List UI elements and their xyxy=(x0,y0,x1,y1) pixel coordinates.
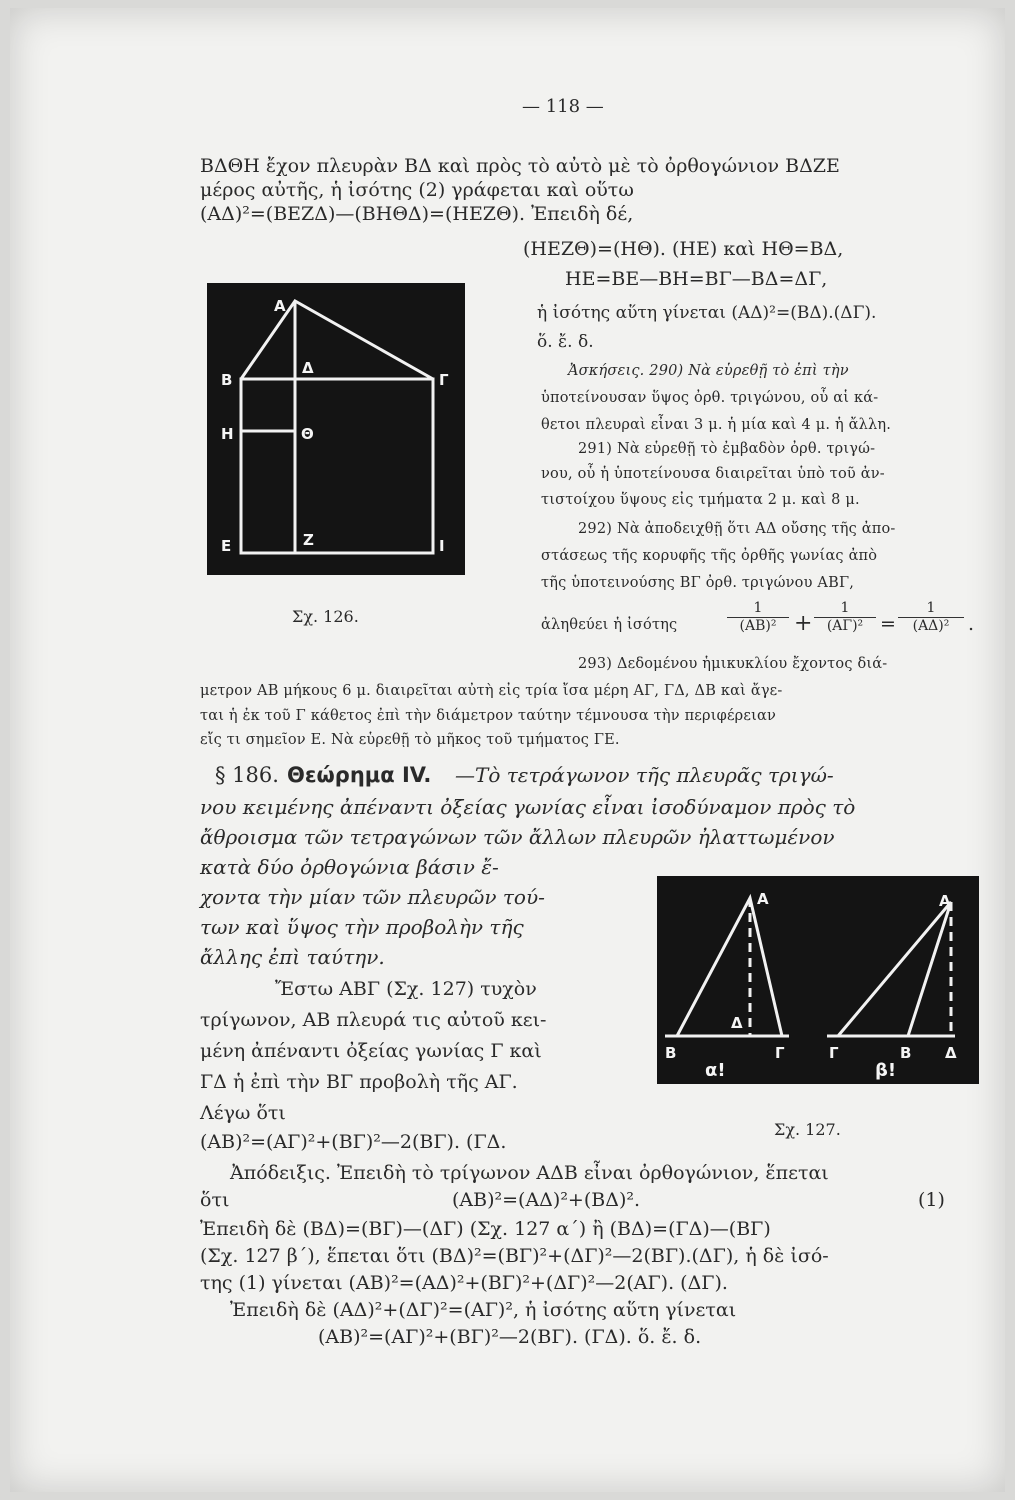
equation-number: (1) xyxy=(918,1189,945,1211)
theorem-line: ἄλλης ἐπὶ ταύτην. xyxy=(200,945,385,969)
exercise-line: 293) Δεδομένου ἡμικυκλίου ἔχοντος διά- xyxy=(578,656,888,672)
text-line: μέρος αὐτῆς, ἡ ἰσότης (2) γράφεται καὶ οὕτω xyxy=(200,179,634,201)
label-G: Γ xyxy=(439,371,449,389)
proof-equation: (ΑΒ)²=(ΑΔ)²+(ΒΔ)². xyxy=(452,1189,641,1211)
label-E: Ε xyxy=(221,537,232,555)
exercise-line: εἴς τι σημεῖον Ε. Νὰ εὑρεθῇ τὸ μῆκος τοῦ τμήματος ΓΕ. xyxy=(200,732,620,748)
period: . xyxy=(968,613,975,635)
proof-line: (Σχ. 127 β΄), ἕπεται ὅτι (ΒΔ)²=(ΒΓ)²+(ΔΓ)²—2(ΒΓ).(ΔΓ), ἡ δὲ ἰσό- xyxy=(200,1245,829,1267)
exercise-line: 291) Νὰ εὑρεθῇ τὸ ἐμβαδὸν ὀρθ. τριγώ- xyxy=(578,441,876,457)
label-Z: Ζ xyxy=(303,531,314,549)
exercise-line: ὑποτείνουσαν ὕψος ὀρθ. τριγώνου, οὗ αἱ κά- xyxy=(541,390,879,406)
exercise-line: νου, οὗ ἡ ὑποτείνουσα διαιρεῖται ὑπὸ τοῦ ἀν- xyxy=(541,466,885,482)
proof-line: Ἐπειδὴ δὲ (ΒΔ)=(ΒΓ)—(ΔΓ) (Σχ. 127 α΄) ἢ (ΒΔ)=(ΓΔ)—(ΒΓ) xyxy=(200,1218,771,1240)
page-number: — 118 — xyxy=(522,96,604,117)
sub-figure-b: β! xyxy=(875,1060,897,1081)
theorem-line: νου κειμένης ἀπέναντι ὀξείας γωνίας εἶναι ἰσοδύναμον πρὸς τὸ xyxy=(200,795,856,819)
label-B: Β xyxy=(900,1044,912,1062)
label-G: Γ xyxy=(775,1044,785,1062)
figure-127-caption: Σχ. 127. xyxy=(774,1120,841,1139)
label-B: Β xyxy=(665,1044,677,1062)
exercise-line: θετοι πλευραὶ εἶναι 3 μ. ἡ μία καὶ 4 μ. ἡ ἄλλη. xyxy=(541,417,892,433)
exercise-line: μετρον ΑΒ μήκους 6 μ. διαιρεῖται αὐτὴ εἰς τρία ἴσα μέρη ΑΓ, ΓΔ, ΔΒ καὶ ἄγε- xyxy=(200,683,783,699)
exercise-line: 292) Νὰ ἀποδειχθῇ ὅτι ΑΔ οὔσης τῆς ἀπο- xyxy=(578,521,896,537)
proof-line: Ἔστω ΑΒΓ (Σχ. 127) τυχὸν xyxy=(275,978,537,1000)
fraction-1: $\frac{1}{\text{(ΑΒ)²}}$ xyxy=(727,600,789,634)
label-A: Α xyxy=(939,892,951,910)
label-D: Δ xyxy=(731,1014,743,1032)
theorem-line: χοντα τὴν μίαν τῶν πλευρῶν τού- xyxy=(200,885,545,909)
figure-126 xyxy=(207,283,465,575)
proof-line: ὅτι xyxy=(200,1189,230,1211)
book-page xyxy=(10,8,1005,1492)
proof-line: Λέγω ὅτι xyxy=(200,1102,286,1124)
proof-line: μένη ἀπέναντι ὀξείας γωνίας Γ καὶ xyxy=(200,1040,542,1062)
label-D: Δ xyxy=(302,359,314,377)
exercise-line: Ἀσκήσεις. 290) Νὰ εὑρεθῇ τὸ ἐπὶ τὴν xyxy=(568,363,849,379)
theorem-line: των καὶ ὕψος τὴν προβολὴν τῆς xyxy=(200,915,524,939)
qed-line: ὅ. ἔ. δ. xyxy=(537,332,594,352)
text-line: ἡ ἰσότης αὕτη γίνεται (ΑΔ)²=(ΒΔ).(ΔΓ). xyxy=(537,303,877,323)
figure-127 xyxy=(657,876,979,1084)
fraction-3: $\frac{1}{\text{(ΑΔ)²}}$ xyxy=(898,600,964,634)
label-A: Α xyxy=(274,297,286,315)
exercise-line: τιστοίχου ὕψους εἰς τμήματα 2 μ. καὶ 8 μ. xyxy=(541,492,860,508)
theorem-title: Θεώρημα IV. xyxy=(287,763,432,787)
exercise-line: στάσεως τῆς κορυφῆς τῆς ὀρθῆς γωνίας ἀπὸ xyxy=(541,548,878,564)
label-B: Β xyxy=(221,371,233,389)
proof-line: Ἀπόδειξις. Ἐπειδὴ τὸ τρίγωνον ΑΔΒ εἶναι ὀρθογώνιον, ἕπεται xyxy=(230,1162,829,1184)
proof-line: ΓΔ ἡ ἐπὶ τὴν ΒΓ προβολὴ τῆς ΑΓ. xyxy=(200,1071,518,1093)
sub-figure-a: α! xyxy=(705,1060,726,1081)
label-H: Η xyxy=(221,425,234,443)
exercise-line: τῆς ὑποτεινούσης ΒΓ ὀρθ. τριγώνου ΑΒΓ, xyxy=(541,575,855,591)
theorem-line: κατὰ δύο ὀρθογώνια βάσιν ἔ- xyxy=(200,855,499,879)
exercise-line: ται ἡ ἐκ τοῦ Γ κάθετος ἐπὶ τὴν διάμετρον ταύτην τέμνουσα τὴν περιφέρειαν xyxy=(200,708,777,724)
label-D: Δ xyxy=(945,1044,957,1062)
proof-line: (ΑΒ)²=(ΑΓ)²+(ΒΓ)²—2(ΒΓ). (ΓΔ). ὅ. ἔ. δ. xyxy=(318,1326,702,1348)
label-G: Γ xyxy=(829,1044,839,1062)
proof-line: τρίγωνον, ΑΒ πλευρά τις αὐτοῦ κει- xyxy=(200,1009,547,1031)
exercise-line: ἀληθεύει ἡ ἰσότης xyxy=(541,617,678,633)
theorem-line: ἄθροισμα τῶν τετραγώνων τῶν ἄλλων πλευρῶν ἠλαττωμένον xyxy=(200,825,835,849)
text-line: (ΑΔ)²=(ΒΕΖΔ)—(ΒΗΘΔ)=(ΗΕΖΘ). Ἐπειδὴ δέ, xyxy=(200,203,634,225)
label-A: Α xyxy=(757,890,769,908)
plus-sign: + xyxy=(794,611,813,636)
fraction-2: $\frac{1}{\text{(ΑΓ)²}}$ xyxy=(814,600,876,634)
equation-line: ΗΕ=ΒΕ—ΒΗ=ΒΓ—ΒΔ=ΔΓ, xyxy=(565,268,828,290)
theorem-line: —Τὸ τετράγωνον τῆς πλευρᾶς τριγώ- xyxy=(455,763,834,787)
figure-126-caption: Σχ. 126. xyxy=(292,607,359,626)
text-line: ΒΔΘΗ ἔχον πλευρὰν ΒΔ καὶ πρὸς τὸ αὐτὸ μὲ τὸ ὀρθογώνιον ΒΔΖΕ xyxy=(200,155,840,177)
proof-line: Ἐπειδὴ δὲ (ΑΔ)²+(ΔΓ)²=(ΑΓ)², ἡ ἰσότης αὕτη γίνεται xyxy=(230,1299,737,1321)
proof-line: (ΑΒ)²=(ΑΓ)²+(ΒΓ)²—2(ΒΓ). (ΓΔ. xyxy=(200,1131,507,1153)
proof-line: της (1) γίνεται (ΑΒ)²=(ΑΔ)²+(ΒΓ)²+(ΔΓ)²—2(ΑΓ). (ΔΓ). xyxy=(200,1272,728,1294)
equation-line: (ΗΕΖΘ)=(ΗΘ). (ΗΕ) καὶ ΗΘ=ΒΔ, xyxy=(523,238,844,260)
label-TH: Θ xyxy=(301,425,314,443)
label-I: Ι xyxy=(439,537,445,555)
equals-sign: = xyxy=(880,613,896,635)
section-number: § 186. xyxy=(215,763,279,787)
